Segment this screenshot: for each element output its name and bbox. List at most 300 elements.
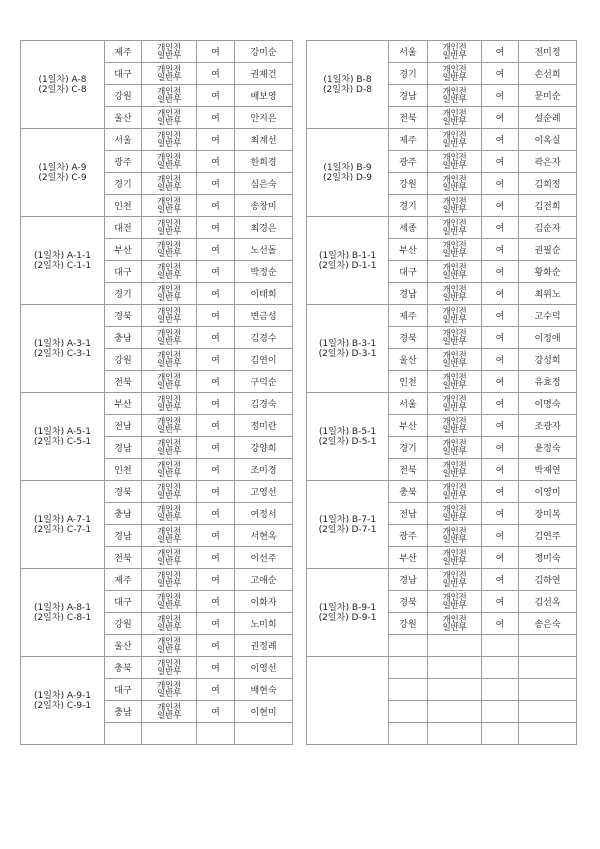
player-name-cell: 한희경 (235, 151, 293, 173)
region-cell: 충남 (105, 327, 142, 349)
group-label-day1: (1일차) A-9-1 (34, 690, 91, 701)
gender-cell: 여 (197, 151, 235, 173)
division-cell (428, 503, 482, 525)
region-cell: 전북 (389, 459, 428, 481)
division-line-event: 개인전 (442, 152, 467, 163)
player-name-cell (519, 635, 577, 657)
division-line-class: 일반부 (442, 314, 467, 325)
division-cell (142, 63, 197, 85)
table-row (21, 41, 293, 63)
division-cell (142, 657, 197, 679)
division-cell (142, 547, 197, 569)
region-cell: 경북 (389, 327, 428, 349)
division-line-class: 일반부 (157, 468, 181, 479)
division-cell (428, 635, 482, 657)
player-name-cell: 강성희 (519, 349, 577, 371)
division-cell (142, 371, 197, 393)
gender-cell: 여 (482, 305, 519, 327)
gender-cell: 여 (482, 437, 519, 459)
player-name-cell: 김하연 (519, 569, 577, 591)
division-cell (428, 547, 482, 569)
table-row (307, 305, 577, 327)
gender-cell: 여 (482, 239, 519, 261)
division-line-event: 개인전 (442, 504, 467, 515)
player-name-cell: 이영선 (235, 657, 293, 679)
division-line-event: 개인전 (442, 372, 467, 383)
gender-cell (482, 679, 519, 701)
division-line-event: 개인전 (157, 350, 181, 361)
gender-cell: 여 (197, 195, 235, 217)
gender-cell: 여 (197, 283, 235, 305)
division-line-class: 일반부 (442, 446, 467, 457)
gender-cell: 여 (197, 107, 235, 129)
division-cell (428, 525, 482, 547)
division-cell (428, 85, 482, 107)
group-label-cell (307, 393, 389, 481)
division-line-class: 일반부 (157, 182, 181, 193)
group-label-cell (307, 305, 389, 393)
gender-cell: 여 (482, 459, 519, 481)
gender-cell (482, 657, 519, 679)
division-line-class: 일반부 (442, 248, 467, 259)
gender-cell (482, 701, 519, 723)
division-line-event: 개인전 (442, 240, 467, 251)
division-cell (428, 129, 482, 151)
division-line-event: 개인전 (157, 328, 181, 339)
gender-cell: 여 (197, 459, 235, 481)
group-label-day1: (1일차) B-9 (323, 162, 372, 173)
player-name-cell: 손선희 (519, 63, 577, 85)
division-cell (142, 239, 197, 261)
group-label-day2: (2일차) D-1-1 (318, 260, 377, 271)
group-label-day2: (2일차) C-9-1 (33, 700, 92, 711)
division-line-class: 일반부 (442, 468, 467, 479)
division-line-event: 개인전 (442, 306, 467, 317)
division-line-event: 개인전 (157, 372, 181, 383)
division-cell (142, 41, 197, 63)
gender-cell: 여 (197, 85, 235, 107)
player-name-cell: 조미경 (235, 459, 293, 481)
gender-cell: 여 (482, 63, 519, 85)
division-line-class: 일반부 (442, 490, 467, 501)
division-line-class: 일반부 (442, 336, 467, 347)
player-name-cell: 이옥실 (519, 129, 577, 151)
player-name-cell: 설순례 (519, 107, 577, 129)
gender-cell: 여 (482, 41, 519, 63)
division-line-event: 개인전 (442, 570, 467, 581)
gender-cell: 여 (197, 261, 235, 283)
group-label-day1: (1일차) A-5-1 (34, 426, 91, 437)
division-cell (428, 261, 482, 283)
division-cell (142, 591, 197, 613)
region-cell: 경남 (105, 437, 142, 459)
player-name-cell: 강미순 (235, 41, 293, 63)
gender-cell: 여 (197, 349, 235, 371)
group-label-cell (307, 129, 389, 217)
division-line-event: 개인전 (157, 636, 181, 647)
division-line-event: 개인전 (157, 680, 181, 691)
division-line-event: 개인전 (442, 262, 467, 273)
region-cell: 인천 (389, 371, 428, 393)
division-line-event: 개인전 (157, 438, 181, 449)
division-line-event: 개인전 (442, 526, 467, 537)
division-line-event: 개인전 (157, 592, 181, 603)
group-label-day1: (1일차) A-7-1 (34, 514, 91, 525)
group-label-day2: (2일차) C-8 (38, 84, 87, 95)
player-name-cell: 노선돌 (235, 239, 293, 261)
player-name-cell: 이화자 (235, 591, 293, 613)
player-name-cell: 최위노 (519, 283, 577, 305)
division-cell (428, 393, 482, 415)
player-name-cell: 권재건 (235, 63, 293, 85)
division-cell (428, 283, 482, 305)
group-label-day1: (1일차) B-1-1 (318, 250, 377, 261)
player-name-cell: 최경은 (235, 217, 293, 239)
player-name-cell: 김희정 (519, 173, 577, 195)
player-name-cell: 서현옥 (235, 525, 293, 547)
division-cell (428, 217, 482, 239)
player-name-cell: 심은숙 (235, 173, 293, 195)
division-line-class: 일반부 (442, 160, 467, 171)
group-label-cell (21, 393, 105, 481)
division-line-class: 일반부 (157, 710, 181, 721)
region-cell: 강원 (105, 349, 142, 371)
table-row (307, 129, 577, 151)
player-name-cell: 송창미 (235, 195, 293, 217)
region-cell: 대구 (389, 261, 428, 283)
division-line-event: 개인전 (157, 614, 181, 625)
division-line-class: 일반부 (157, 204, 181, 215)
division-line-class: 일반부 (442, 292, 467, 303)
gender-cell: 여 (482, 371, 519, 393)
region-cell: 강원 (389, 613, 428, 635)
region-cell: 경기 (389, 195, 428, 217)
division-line-event: 개인전 (157, 504, 181, 515)
region-cell: 광주 (389, 151, 428, 173)
gender-cell: 여 (482, 129, 519, 151)
group-label-day1: (1일차) A-1-1 (34, 250, 91, 261)
group-label-day2: (2일차) D-7-1 (318, 524, 377, 535)
region-cell: 충남 (105, 503, 142, 525)
region-cell: 경북 (389, 591, 428, 613)
division-cell (428, 569, 482, 591)
gender-cell: 여 (482, 151, 519, 173)
division-line-event: 개인전 (157, 130, 181, 141)
division-line-class: 일반부 (157, 160, 181, 171)
player-name-cell: 여정서 (235, 503, 293, 525)
division-line-event: 개인전 (442, 174, 467, 185)
division-line-class: 일반부 (442, 182, 467, 193)
group-label-cell (307, 41, 389, 129)
gender-cell: 여 (197, 635, 235, 657)
region-cell: 강원 (389, 173, 428, 195)
division-cell (142, 481, 197, 503)
division-cell (142, 679, 197, 701)
division-line-class: 일반부 (157, 336, 181, 347)
region-cell: 울산 (105, 635, 142, 657)
division-line-event: 개인전 (442, 592, 467, 603)
region-cell (389, 679, 428, 701)
region-cell: 인천 (105, 459, 142, 481)
group-label-day1: (1일차) A-3-1 (34, 338, 91, 349)
gender-cell: 여 (197, 393, 235, 415)
division-line-class: 일반부 (157, 424, 181, 435)
table-row (307, 393, 577, 415)
division-line-class: 일반부 (157, 292, 181, 303)
division-line-event: 개인전 (442, 218, 467, 229)
gender-cell: 여 (482, 349, 519, 371)
region-cell: 경북 (105, 481, 142, 503)
player-name-cell: 김연주 (519, 525, 577, 547)
table-row (21, 305, 293, 327)
region-cell: 경기 (389, 437, 428, 459)
player-name-cell: 최계선 (235, 129, 293, 151)
division-cell (428, 239, 482, 261)
division-line-event: 개인전 (442, 350, 467, 361)
division-line-event: 개인전 (442, 42, 467, 53)
division-cell (142, 635, 197, 657)
division-cell (142, 393, 197, 415)
gender-cell: 여 (197, 547, 235, 569)
division-line-class: 일반부 (157, 314, 181, 325)
gender-cell: 여 (482, 195, 519, 217)
division-line-class: 일반부 (157, 556, 181, 567)
left-roster-table (20, 40, 293, 745)
region-cell: 부산 (105, 393, 142, 415)
division-line-event: 개인전 (157, 218, 181, 229)
division-line-class: 일반부 (157, 600, 181, 611)
division-line-event: 개인전 (442, 196, 467, 207)
group-label-day1: (1일차) A-8-1 (34, 602, 91, 613)
player-name-cell: 안지은 (235, 107, 293, 129)
division-cell (142, 85, 197, 107)
region-cell: 대구 (105, 261, 142, 283)
region-cell: 대구 (105, 63, 142, 85)
division-line-event: 개인전 (442, 548, 467, 559)
gender-cell (482, 635, 519, 657)
division-line-event: 개인전 (157, 152, 181, 163)
division-cell (142, 305, 197, 327)
division-cell (142, 217, 197, 239)
division-cell (428, 591, 482, 613)
division-line-class: 일반부 (157, 226, 181, 237)
player-name-cell (235, 723, 293, 745)
gender-cell: 여 (197, 305, 235, 327)
region-cell (389, 635, 428, 657)
player-name-cell: 박정순 (235, 261, 293, 283)
division-cell (428, 349, 482, 371)
gender-cell: 여 (197, 701, 235, 723)
region-cell: 대구 (105, 679, 142, 701)
division-cell (428, 701, 482, 723)
player-name-cell: 김순자 (519, 217, 577, 239)
player-name-cell: 전미정 (519, 41, 577, 63)
division-cell (428, 41, 482, 63)
region-cell: 제주 (105, 569, 142, 591)
division-cell (142, 569, 197, 591)
division-line-class: 일반부 (442, 358, 467, 369)
gender-cell: 여 (197, 41, 235, 63)
region-cell: 인천 (105, 195, 142, 217)
region-cell: 부산 (389, 415, 428, 437)
player-name-cell: 김연이 (235, 349, 293, 371)
player-name-cell: 고수덕 (519, 305, 577, 327)
division-line-class: 일반부 (157, 578, 181, 589)
division-line-event: 개인전 (157, 64, 181, 75)
table-row (307, 217, 577, 239)
player-name-cell: 문미순 (519, 85, 577, 107)
player-name-cell: 조광자 (519, 415, 577, 437)
region-cell: 서울 (389, 41, 428, 63)
group-label-day2: (2일차) D-9 (323, 172, 372, 183)
table-row (307, 481, 577, 503)
group-label-day2: (2일차) C-3-1 (33, 348, 92, 359)
division-line-event: 개인전 (157, 460, 181, 471)
group-label-cell (307, 657, 389, 745)
player-name-cell: 이정애 (519, 327, 577, 349)
group-label-cell (21, 481, 105, 569)
gender-cell: 여 (482, 283, 519, 305)
division-line-event: 개인전 (157, 482, 181, 493)
right-roster-table (306, 40, 577, 745)
group-label-cell (21, 217, 105, 305)
player-name-cell: 윤정숙 (519, 437, 577, 459)
division-cell (428, 437, 482, 459)
division-line-event: 개인전 (442, 130, 467, 141)
division-line-class: 일반부 (157, 72, 181, 83)
gender-cell (482, 723, 519, 745)
group-label-day1: (1일차) B-9-1 (318, 602, 377, 613)
region-cell: 경기 (389, 63, 428, 85)
region-cell: 울산 (105, 107, 142, 129)
division-cell (428, 327, 482, 349)
division-line-event: 개인전 (157, 284, 181, 295)
group-label-day2: (2일차) D-3-1 (318, 348, 377, 359)
region-cell: 경남 (389, 569, 428, 591)
group-label-day2: (2일차) D-8 (323, 84, 372, 95)
player-name-cell (519, 657, 577, 679)
division-cell (428, 613, 482, 635)
group-label-cell (21, 305, 105, 393)
division-line-class: 일반부 (442, 270, 467, 281)
region-cell: 충남 (105, 701, 142, 723)
gender-cell: 여 (482, 569, 519, 591)
region-cell: 충북 (389, 481, 428, 503)
gender-cell: 여 (197, 503, 235, 525)
division-cell (428, 195, 482, 217)
gender-cell (197, 723, 235, 745)
group-label-day2: (2일차) C-1-1 (33, 260, 92, 271)
division-line-event: 개인전 (157, 174, 181, 185)
division-cell (428, 657, 482, 679)
player-name-cell: 권필순 (519, 239, 577, 261)
group-label-day2: (2일차) D-9-1 (318, 612, 377, 623)
player-name-cell: 이선주 (235, 547, 293, 569)
division-line-class: 일반부 (442, 72, 467, 83)
table-row (21, 129, 293, 151)
group-label-cell (21, 569, 105, 657)
region-cell (389, 723, 428, 745)
group-label-day2: (2일차) C-9 (38, 172, 87, 183)
group-label-cell (21, 41, 105, 129)
region-cell (389, 657, 428, 679)
division-line-event: 개인전 (442, 482, 467, 493)
table-row (21, 569, 293, 591)
gender-cell: 여 (197, 173, 235, 195)
group-label-day2: (2일차) C-5-1 (33, 436, 92, 447)
division-line-event: 개인전 (157, 262, 181, 273)
group-label-cell (307, 481, 389, 569)
gender-cell: 여 (482, 415, 519, 437)
division-line-class: 일반부 (157, 358, 181, 369)
division-cell (142, 701, 197, 723)
right-roster-body (307, 41, 577, 745)
player-name-cell (519, 679, 577, 701)
division-cell (428, 107, 482, 129)
division-cell (142, 723, 197, 745)
gender-cell: 여 (197, 239, 235, 261)
group-label-day1: (1일차) B-7-1 (318, 514, 377, 525)
division-line-event: 개인전 (157, 526, 181, 537)
table-row (21, 217, 293, 239)
division-line-event: 개인전 (157, 240, 181, 251)
region-cell: 서울 (105, 129, 142, 151)
gender-cell: 여 (197, 217, 235, 239)
division-line-event: 개인전 (442, 614, 467, 625)
division-line-event: 개인전 (157, 416, 181, 427)
region-cell (105, 723, 142, 745)
division-cell (142, 261, 197, 283)
player-name-cell: 이명숙 (519, 393, 577, 415)
region-cell: 경남 (389, 283, 428, 305)
division-cell (428, 459, 482, 481)
player-name-cell: 고영선 (235, 481, 293, 503)
division-cell (142, 503, 197, 525)
region-cell (389, 701, 428, 723)
division-line-class: 일반부 (157, 446, 181, 457)
player-name-cell (519, 723, 577, 745)
division-line-event: 개인전 (442, 460, 467, 471)
region-cell: 제주 (389, 129, 428, 151)
player-name-cell: 정미숙 (519, 547, 577, 569)
division-cell (142, 613, 197, 635)
division-cell (428, 371, 482, 393)
division-cell (428, 151, 482, 173)
gender-cell: 여 (197, 327, 235, 349)
gender-cell: 여 (197, 129, 235, 151)
division-line-class: 일반부 (157, 116, 181, 127)
gender-cell: 여 (482, 525, 519, 547)
division-line-event: 개인전 (442, 86, 467, 97)
division-cell (142, 129, 197, 151)
division-line-event: 개인전 (157, 658, 181, 669)
division-line-class: 일반부 (157, 50, 181, 61)
division-line-class: 일반부 (157, 138, 181, 149)
gender-cell: 여 (482, 393, 519, 415)
region-cell: 경남 (389, 85, 428, 107)
division-line-event: 개인전 (157, 196, 181, 207)
division-line-class: 일반부 (157, 688, 181, 699)
division-cell (142, 173, 197, 195)
region-cell: 강원 (105, 613, 142, 635)
player-name-cell: 권정례 (235, 635, 293, 657)
table-row (21, 481, 293, 503)
player-name-cell: 김경수 (235, 327, 293, 349)
division-line-class: 일반부 (442, 226, 467, 237)
division-line-event: 개인전 (442, 394, 467, 405)
division-line-class: 일반부 (442, 534, 467, 545)
gender-cell: 여 (482, 85, 519, 107)
